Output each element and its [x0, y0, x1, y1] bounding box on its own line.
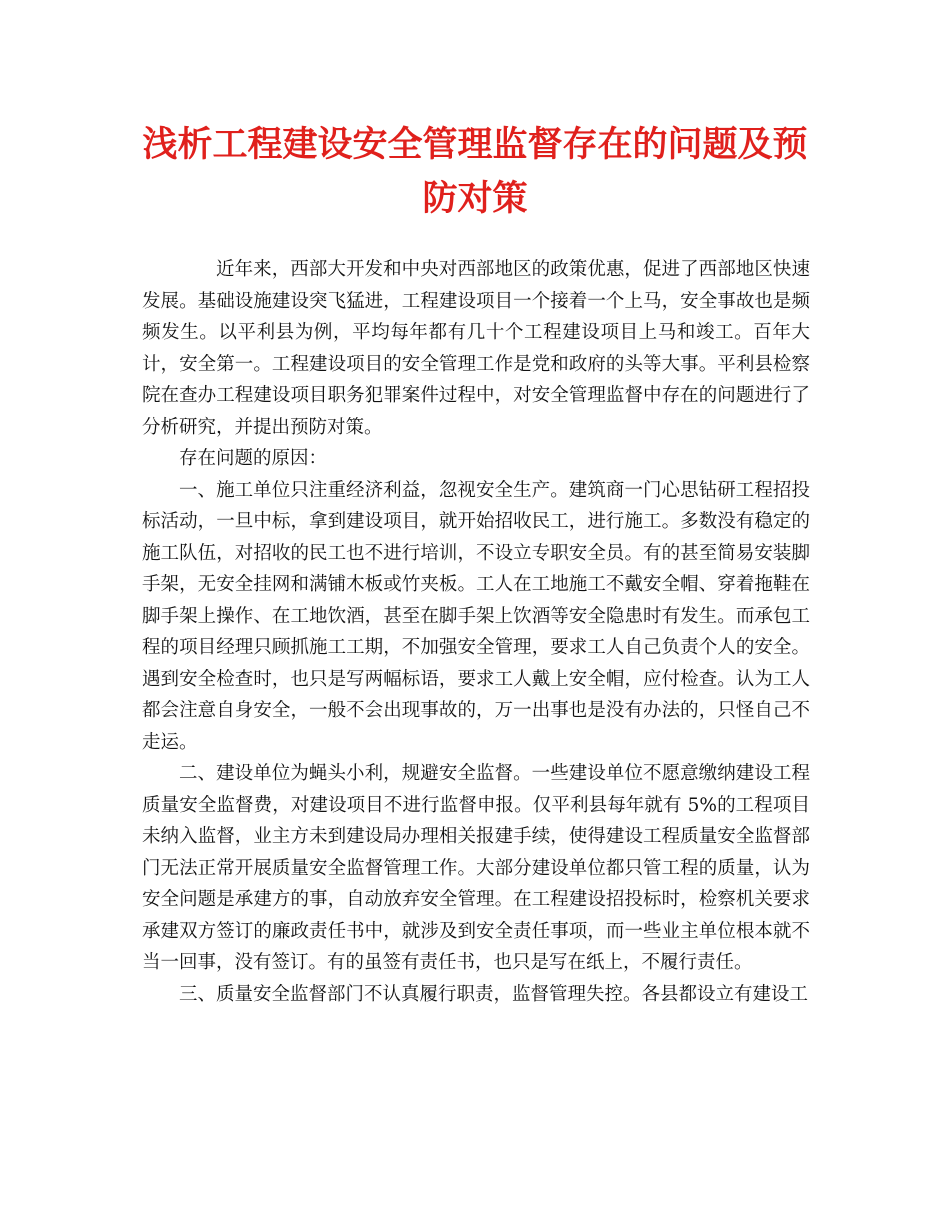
document-body [142, 254, 810, 1010]
paragraph-causes-heading: 存在问题的原因： [179, 448, 328, 469]
paragraph-cause-3: 三、质量安全监督部门不认真履行职责，监督管理失控。各县都设立有建设工 [179, 983, 809, 1005]
paragraph-cause-2: 二、建设单位为蝇头小利，规避安全监督。一些建设单位不愿意缴纳建设工程质量安全监督费，对建设项目不进行监督申报。仅平利县每年就有 5%的工程项目未纳入监督，业主方未到建设局办理相关报建手续，使得建设工程质量安全监督部门无法正常开展质量安全监督管理工作。大部分建设单位都只管工程的质量，认为安全问题是承建方的事，自动放弃安全管理。在工程建设招投标时，检察机关要求承建双方签订的廉政责任书中，就涉及到安全责任事项，而一些业主单位根本就不当一回事，没有签订。有的虽签有责任书，也只是写在纸上，不履行责任。 [142, 763, 810, 973]
paragraph-cause-1: 一、施工单位只注重经济利益，忽视安全生产。建筑商一门心思钻研工程招投标活动，一旦中标，拿到建设项目，就开始招收民工，进行施工。多数没有稳定的施工队伍，对招收的民工也不进行培训，不设立专职安全员。有的甚至简易安装脚手架，无安全挂网和满铺木板或竹夹板。工人在工地施工不戴安全帽、穿着拖鞋在脚手架上操作、在工地饮酒，甚至在脚手架上饮酒等安全隐患时有发生。而承包工程的项目经理只顾抓施工工期，不加强安全管理，要求工人自己负责个人的安全。遇到安全检查时，也只是写两幅标语，要求工人戴上安全帽，应付检查。认为工人都会注意自身安全，一般不会出现事故的，万一出事也是没有办法的，只怪自己不走运。 [142, 479, 810, 753]
paragraph-intro: 近年来，西部大开发和中央对西部地区的政策优惠，促进了西部地区快速发展。基础设施建设突飞猛进，工程建设项目一个接着一个上马，安全事故也是频频发生。以平利县为例，平均每年都有几十个工程建设项目上马和竣工。百年大计，安全第一。工程建设项目的安全管理工作是党和政府的头等大事。平利县检察院在查办工程建设项目职务犯罪案件过程中，对安全管理监督中存在的问题进行了分析研究，并提出预防对策。 [142, 259, 810, 438]
document-title: 浅析工程建设安全管理监督存在的问题及预防对策 [142, 124, 808, 219]
